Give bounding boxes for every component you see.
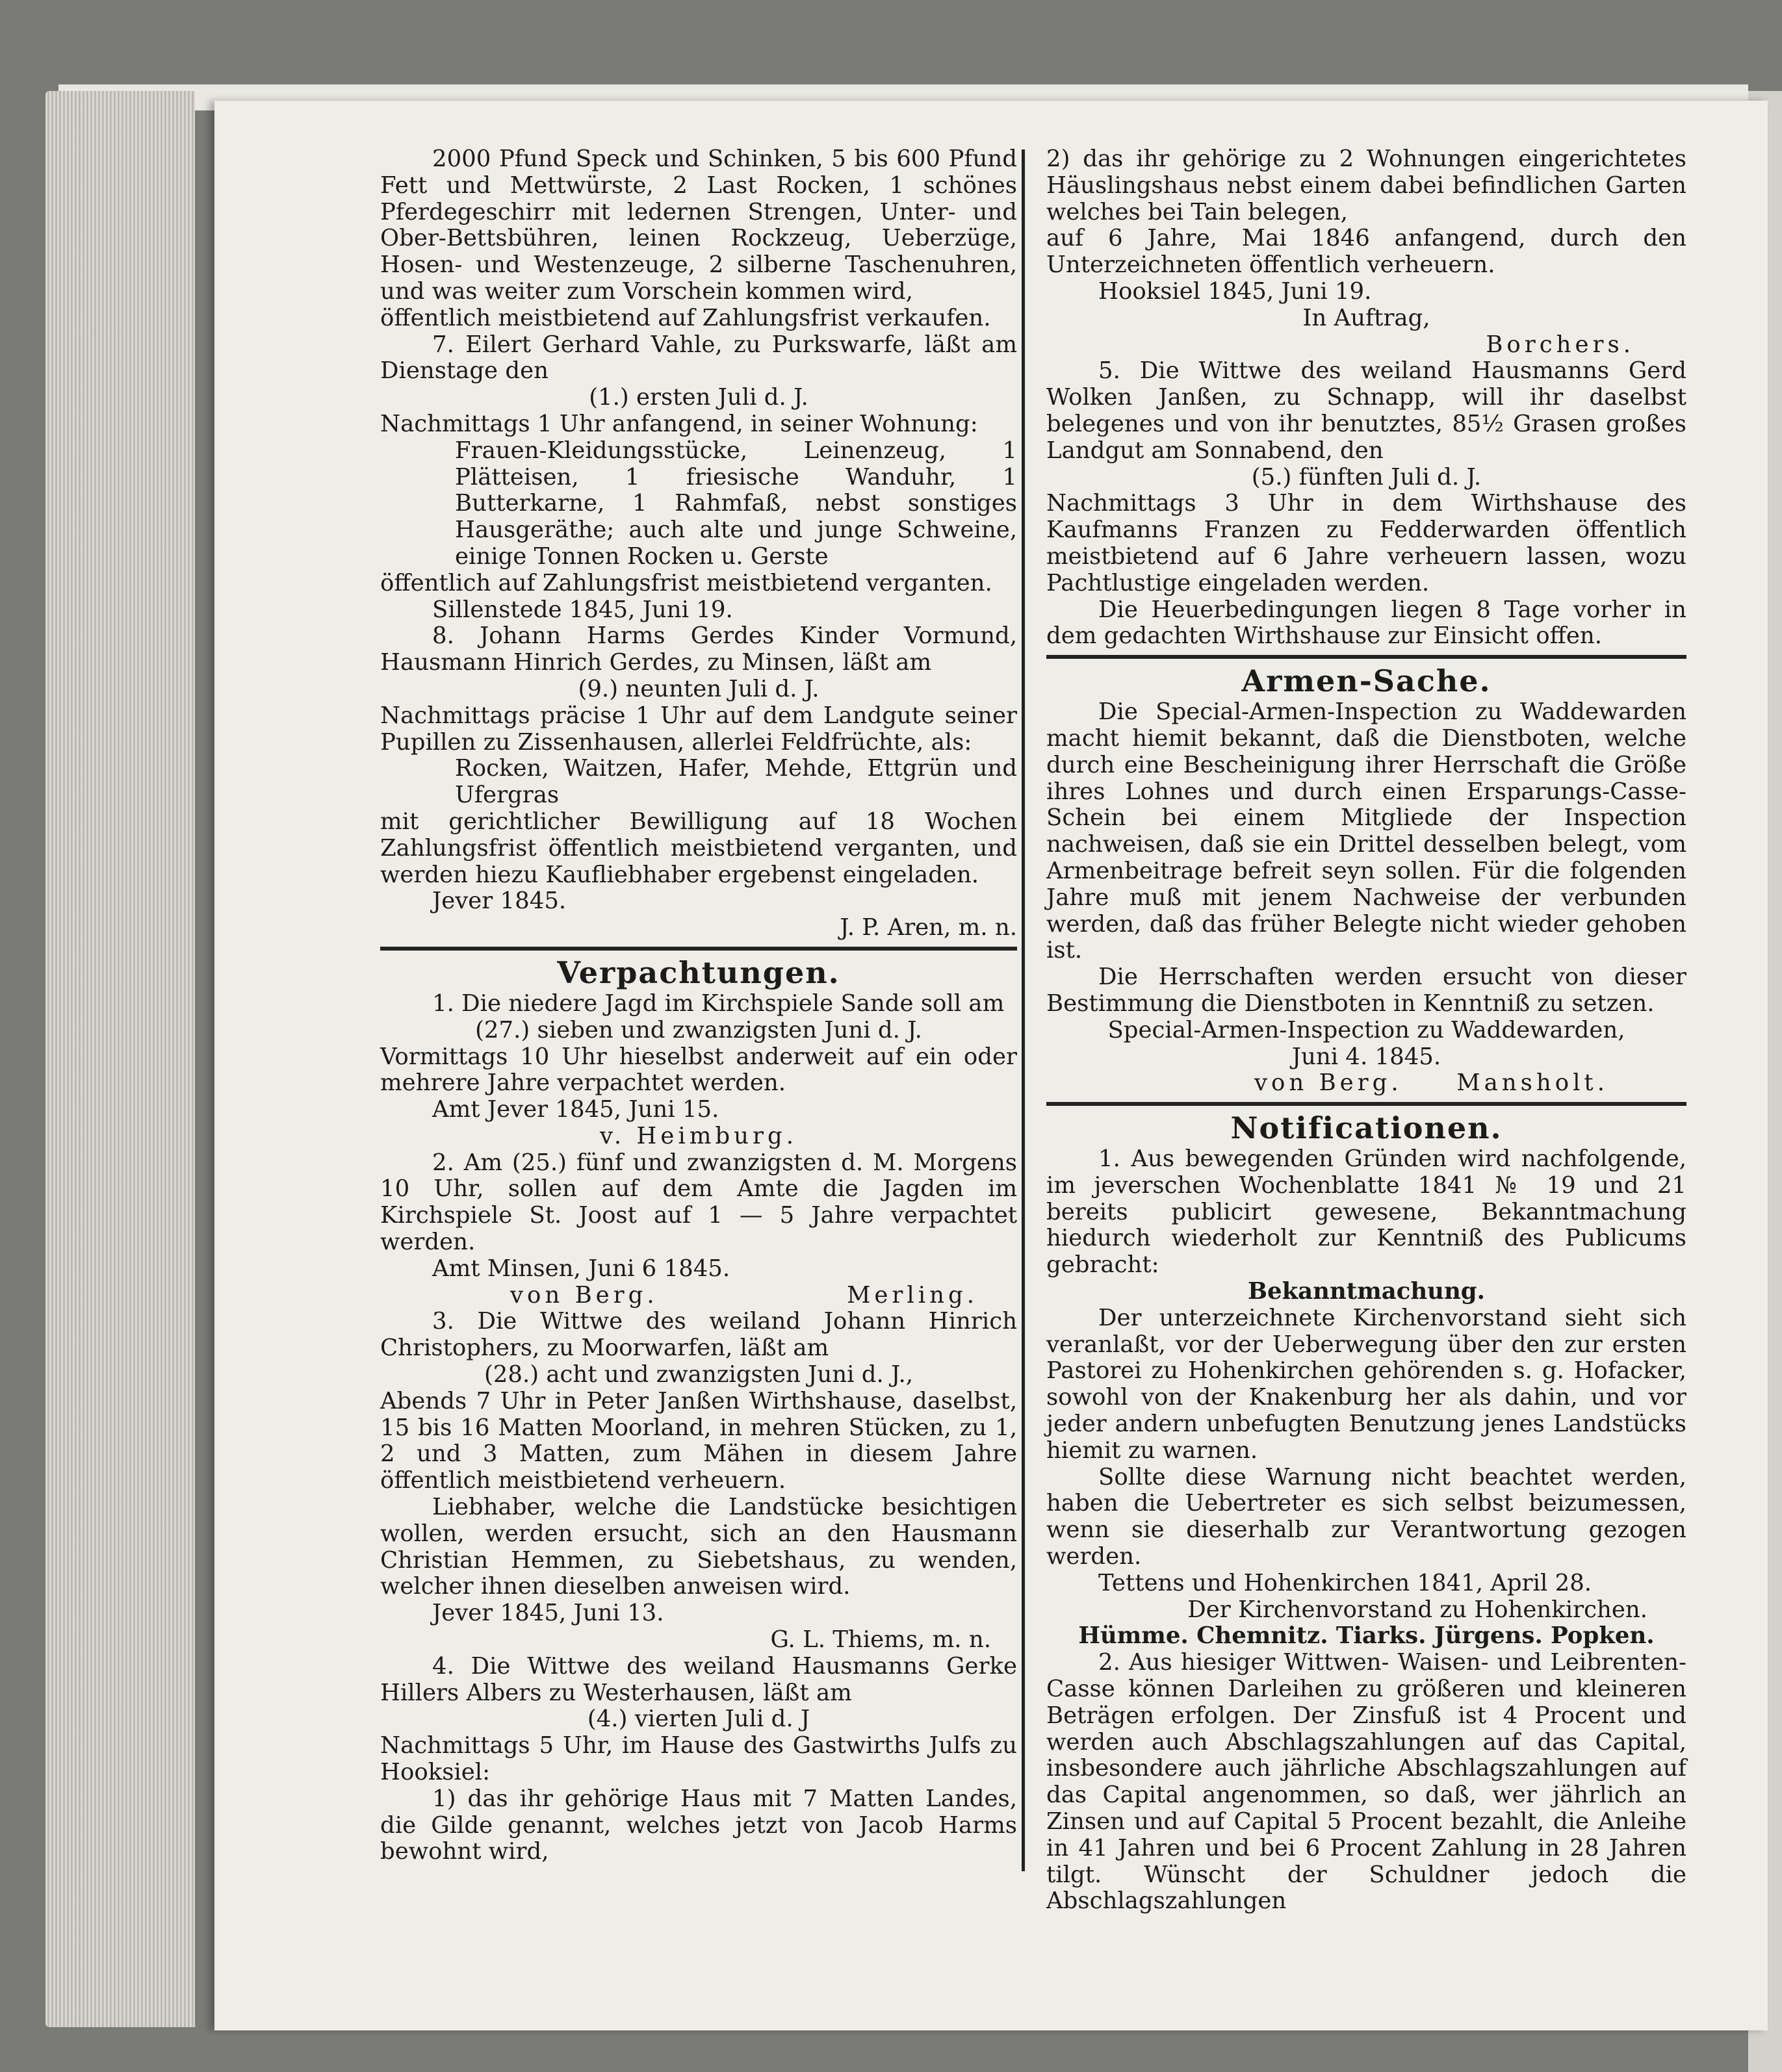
v3-place: Jever 1845, Juni 13. — [432, 1600, 664, 1627]
bek-org: Der Kirchenvorstand zu Hohenkirchen. — [1187, 1596, 1647, 1623]
item8-outro: mit gerichtlicher Bewilligung auf 18 Wochen Zahlungsfrist öffentlich meistbietend verganten, und werden hiezu Kaufliebhaber ergebenst eingeladen. — [380, 808, 1017, 888]
item2-text: auf 6 Jahre, Mai 1846 anfangend, durch den Unterzeichneten öffentlich verheuern. — [1046, 225, 1686, 279]
section-rule-armen — [1046, 655, 1686, 659]
v3-signature: G. L. Thiems, m. n. — [770, 1626, 991, 1654]
section-rule — [380, 947, 1017, 951]
item8-list: Rocken, Waitzen, Hafer, Mehde, Ettgrün und Ufergras — [455, 755, 1017, 809]
v3-text: Abends 7 Uhr in Peter Janßen Wirthshause, daselbst, 15 bis 16 Matten Moorland, in mehren Stücken, zu 1, 2 und 3 Matten, zum Mähen in diesem Jahre öffentlich meistbietend verheuern. — [380, 1387, 1017, 1494]
item7-text: Nachmittags 1 Uhr anfangend, in seiner Wohnung: — [380, 410, 978, 437]
notif-2: 2. Aus hiesiger Wittwen- Waisen- und Leibrenten-Casse können Darleihen zu größeren und kleineren Beträgen erfolgen. Der Zinsfuß ist 4 Procent und werden auch Abschlagszahlungen auf das Capital, insbesondere auch jährliche Abschlagszahlungen auf das Capital angenommen, so daß, wer jährlich an Zinsen und auf Capital 5 Procent bezahlt, die Anleihe in 41 Jahren und bei 6 Procent Zahlung in 28 Jahren tilgt. Wünscht der Schuldner jedoch die Abschlagszahlungen — [1046, 1649, 1686, 1915]
v2-signatures — [380, 1283, 1017, 1309]
item8-place: Jever 1845. — [432, 888, 567, 915]
armen-text: Die Special-Armen-Inspection zu Waddewarden macht hiemit bekannt, daß die Dienstboten, welche durch eine Bescheinigung ihrer Herrschaft die Größe ihres Lohnes und durch einen Ersparungs-Casse-Schein bei einem Mitgliede der Inspection nachweisen, daß sie ein Drittel desselben belegt, vom Armenbeitrage befreit seyn sollen. Für die folgenden Jahre muß mit jenem Nachweise der verbunden werden, daß das früher Belegte nicht wieder gehoben ist. — [1046, 698, 1686, 964]
bekanntmachung-heading: Bekanntmachung. — [1247, 1278, 1485, 1305]
column-divider — [1022, 149, 1025, 1871]
armen-sig-right: Mansholt. — [1456, 1069, 1608, 1097]
v2-place: Amt Minsen, Juni 6 1845. — [432, 1255, 730, 1282]
verpachtungen-heading: Verpachtungen. — [557, 954, 840, 990]
v5-intro: 5. Die Wittwe des weiland Hausmanns Gerd Wolken Janßen, zu Schnapp, will ihr daselbst belegenes und von ihr benutztes, 85½ Grasen großes Landgut am Sonnabend, den — [1046, 357, 1686, 464]
v1-intro: 1. Die niedere Jagd im Kirchspiele Sande soll am — [432, 990, 1005, 1017]
item8-date: (9.) neunten Juli d. J. — [578, 675, 820, 702]
item7-date: (1.) ersten Juli d. J. — [589, 384, 808, 411]
v1-text: Vormittags 10 Uhr hieselbst anderweit auf ein oder mehrere Jahre verpachtet werden. — [380, 1043, 1017, 1097]
v4-item1: 1) das ihr gehörige Haus mit 7 Matten Landes, die Gilde genannt, welches jetzt von Jacob Harms bewohnt wird, — [380, 1785, 1017, 1865]
armen-sig-org: Special-Armen-Inspection zu Waddewarden, — [1107, 1016, 1625, 1043]
bek-text: Der unterzeichnete Kirchenvorstand sieht sich veranlaßt, vor der Ueberwegung über den zur ersten Pastorei zu Hohenkirchen gehörenden s. g. Hofacker, sowohl von der Knakenburg her als dahin, und vor jeder andern unbefugten Benutzung jenes Landstücks hiemit zu warnen. — [1046, 1304, 1686, 1464]
v1-place: Amt Jever 1845, Juni 15. — [432, 1096, 719, 1123]
item7-outro: öffentlich auf Zahlungsfrist meistbietend verganten. — [380, 569, 992, 596]
notificationen-heading: Notificationen. — [1230, 1110, 1503, 1146]
v4-date: (4.) vierten Juli d. J — [587, 1706, 810, 1733]
item8-text: Nachmittags präcise 1 Uhr auf dem Landgute seiner Pupillen zu Zissenhausen, allerlei Feldfrüchte, als: — [380, 702, 1017, 756]
item2-house: 2) das ihr gehörige zu 2 Wohnungen eingerichtetes Häuslingshaus nebst einem dabei befindlichen Garten welches bei Tain belegen, — [1046, 146, 1686, 225]
right-column — [1046, 146, 1686, 1915]
notif-1: 1. Aus bewegenden Gründen wird nachfolgende, im jeverschen Wochenblatte 1841 № 19 und 21 bereits publicirt gewesene, Bekanntmachung hiedurch wiederholt zur Kenntniß des Publicums gebracht: — [1046, 1145, 1686, 1279]
armen-sig-left: von Berg. — [1254, 1069, 1402, 1097]
v5-text: Nachmittags 3 Uhr in dem Wirthshause des Kaufmanns Franzen zu Fedderwarden öffentlich meistbietend auf 6 Jahre verheuern lassen, wozu Pachtlustige eingeladen werden. — [1046, 490, 1686, 596]
v4-intro: 4. Die Wittwe des weiland Hausmanns Gerke Hillers Albers zu Westerhausen, läßt am — [380, 1652, 1017, 1706]
v3-date: (28.) acht und zwanzigsten Juni d. J., — [484, 1361, 914, 1388]
bek-place: Tettens und Hohenkirchen 1841, April 28. — [1098, 1569, 1592, 1596]
v4-text: Nachmittags 5 Uhr, im Hause des Gastwirths Julfs zu Hooksiel: — [380, 1732, 1017, 1786]
item2-auftrag: In Auftrag, — [1302, 304, 1430, 331]
item7-place: Sillenstede 1845, Juni 19. — [432, 596, 733, 623]
item2-signature: Borchers. — [1486, 331, 1634, 358]
v3-text2: Liebhaber, welche die Landstücke besichtigen wollen, werden ersucht, sich an den Hausmann Christian Hemmen, zu Siebetshaus, zu wenden, welcher ihnen dieselben anweisen wird. — [380, 1494, 1017, 1600]
v5-date: (5.) fünften Juli d. J. — [1251, 463, 1482, 491]
item8-signature: J. P. Aren, m. n. — [840, 914, 1017, 941]
item7-intro: 7. Eilert Gerhard Vahle, zu Purkswarfe, läßt am Dienstage den — [380, 331, 1017, 385]
item2-place: Hooksiel 1845, Juni 19. — [1098, 277, 1372, 305]
left-column — [380, 146, 1017, 1865]
section-rule-notif — [1046, 1102, 1686, 1106]
armen-text2: Die Herrschaften werden ersucht von dieser Bestimmung die Dienstboten in Kenntniß zu setzen. — [1046, 964, 1686, 1017]
bek-names: Hümme. Chemnitz. Tiarks. Jürgens. Popken. — [1078, 1622, 1655, 1650]
goods-list: 2000 Pfund Speck und Schinken, 5 bis 600 Pfund Fett und Mettwürste, 2 Last Rocken, 1 schönes Pferdegeschirr mit ledernen Strengen, Unter- und Ober-Bettsbühren, leinen Rockzeug, Ueberzüge, Hosen- und Westenzeuge, 2 silberne Taschenuhren, und was weiter zum Vorschein kommen wird, — [380, 146, 1017, 305]
v2-intro: 2. Am (25.) fünf und zwanzigsten d. M. Morgens 10 Uhr, sollen auf dem Amte die Jagden im Kirchspiele St. Joost auf 1 — 5 Jahre verpachtet werden. — [380, 1149, 1017, 1256]
armen-signatures — [1046, 1070, 1686, 1097]
v2-sig-right: Merling. — [847, 1281, 978, 1309]
armen-heading: Armen-Sache. — [1241, 663, 1491, 699]
v3-intro: 3. Die Wittwe des weiland Johann Hinrich Christophers, zu Moorwarfen, läßt am — [380, 1308, 1017, 1362]
armen-sig-date: Juni 4. 1845. — [1291, 1043, 1441, 1070]
book-page-edges — [45, 91, 195, 2027]
v1-date: (27.) sieben und zwanzigsten Juni d. J. — [475, 1016, 922, 1043]
v2-sig-left: von Berg. — [510, 1281, 658, 1309]
sale-terms: öffentlich meistbietend auf Zahlungsfrist verkaufen. — [380, 304, 991, 331]
item8-intro: 8. Johann Harms Gerdes Kinder Vormund, Hausmann Hinrich Gerdes, zu Minsen, läßt am — [380, 622, 1017, 676]
item7-list: Frauen-Kleidungsstücke, Leinenzeug, 1 Plätteisen, 1 friesische Wanduhr, 1 Butterkarne, 1 Rahmfaß, nebst sonstiges Hausgeräthe; auch alte und junge Schweine, einige Tonnen Rocken u. Gerste — [455, 437, 1017, 570]
v1-signature: v. Heimburg. — [600, 1122, 797, 1149]
v5-text2: Die Heuerbedingungen liegen 8 Tage vorher in dem gedachten Wirthshause zur Einsicht offen. — [1046, 596, 1686, 650]
bek-text2: Sollte diese Warnung nicht beachtet werden, haben die Uebertreter es sich selbst beizumessen, wenn sie dieserhalb zur Verantwortung gezogen werden. — [1046, 1463, 1686, 1570]
